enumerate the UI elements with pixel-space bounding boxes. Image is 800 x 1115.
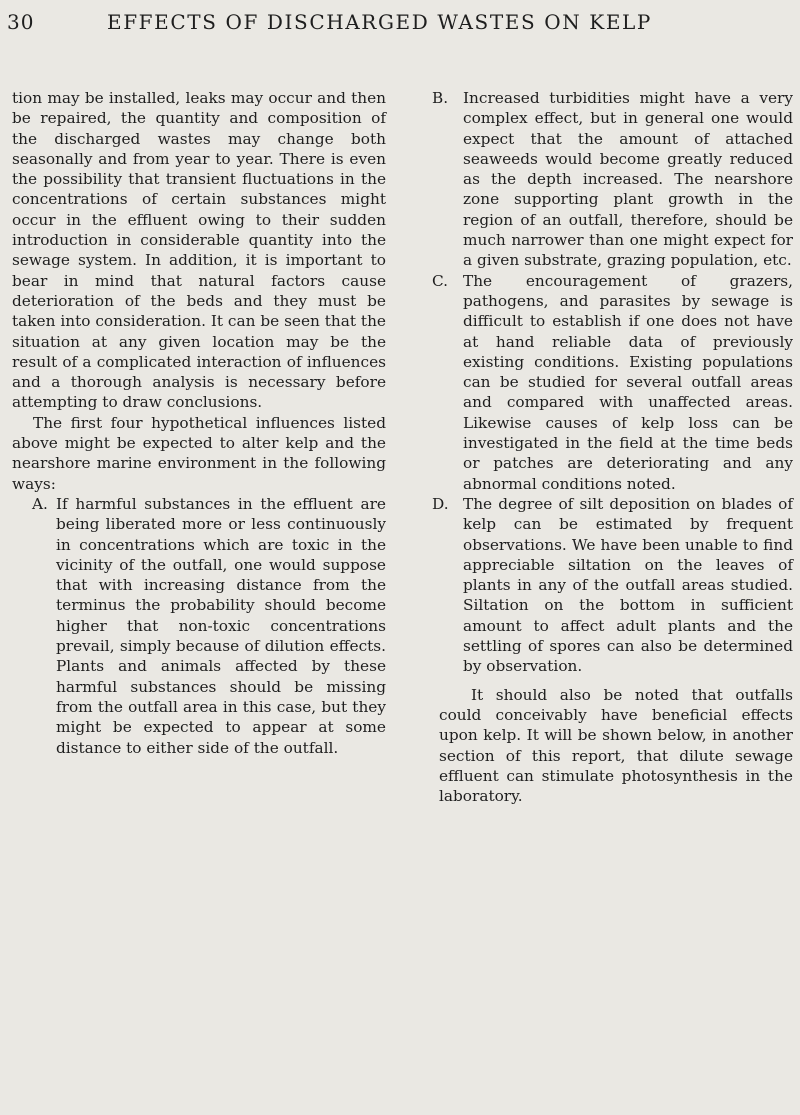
list-marker-d: D. xyxy=(432,494,449,513)
page-number: 30 xyxy=(7,10,35,34)
list-item-a xyxy=(32,494,386,758)
left-column xyxy=(12,88,386,758)
list-item-d xyxy=(431,494,793,677)
running-title: EFFECTS OF DISCHARGED WASTES ON KELP xyxy=(107,10,652,34)
paragraph-beneficial-effects: It should also be noted that outfalls could conceivably have beneficial effects upon kelp. It will be shown below, in another section of this report, that dilute sewage effluent can stimulate photosynthesis in the laboratory. xyxy=(439,685,793,806)
list-item-b xyxy=(431,88,793,271)
list-item-c-text: The encouragement of grazers, pathogens, and parasites by sewage is difficult to establish if one does not have at hand reliable data of previously existing conditions. Existing populations can be studied for several outfall areas and compared with unaffected areas. Likewise causes of kelp loss can be investigated in the field at the time beds or patches are deteriorating and any abnormal conditions noted. xyxy=(463,271,793,493)
paragraph-continued: tion may be installed, leaks may occur and then be repaired, the quantity and composition of the discharged wastes may change both seasonally and from year to year. There is even the possibility that transient fluctuations in the concentrations of certain substances might occur in the effluent owing to their sudden introduction in considerable quantity into the sewage system. In addition, it is important to bear in mind that natural factors cause deterioration of the beds and they must be taken into consideration. It can be seen that the situation at any given location may be the result of a complicated interaction of influences and a thorough analysis is necessary before attempting to draw conclusions. xyxy=(12,89,386,412)
right-column xyxy=(431,88,793,806)
list-marker-a: A. xyxy=(32,494,48,513)
list-item-c xyxy=(431,271,793,494)
list-marker-c: C. xyxy=(432,271,449,290)
paragraph-influences-intro: The first four hypothetical influences listed above might be expected to alter kelp and the nearshore marine environment in the following ways: xyxy=(12,413,386,493)
list-item-d-text: The degree of silt deposition on blades of kelp can be estimated by frequent observations. We have been unable to find appreciable siltation on the leaves of plants in any of the outfall areas studied. Siltation on the bottom in sufficient amount to affect adult plants and the settling of spores can also be determined by observation. xyxy=(463,494,793,676)
list-item-b-text: Increased turbidities might have a very complex effect, but in general one would expect that the amount of attached seaweeds would become greatly reduced as the depth increased. The nearshore zone supporting plant growth in the region of an outfall, therefore, should be much narrower than one might expect for a given substrate, grazing population, etc. xyxy=(463,89,793,270)
page-header xyxy=(0,10,800,38)
list-item-a-text: If harmful substances in the effluent are being liberated more or less continuously in concentrations which are toxic in the vicinity of the outfall, one would suppose that with increasing distance from the terminus the probability should become higher that non-toxic concentrations prevail, simply because of dilution effects. Plants and animals affected by these harmful substances should be missing from the outfall area in this case, but they might be expected to appear at some distance to either side of the outfall. xyxy=(56,494,386,757)
list-marker-b: B. xyxy=(432,89,449,107)
